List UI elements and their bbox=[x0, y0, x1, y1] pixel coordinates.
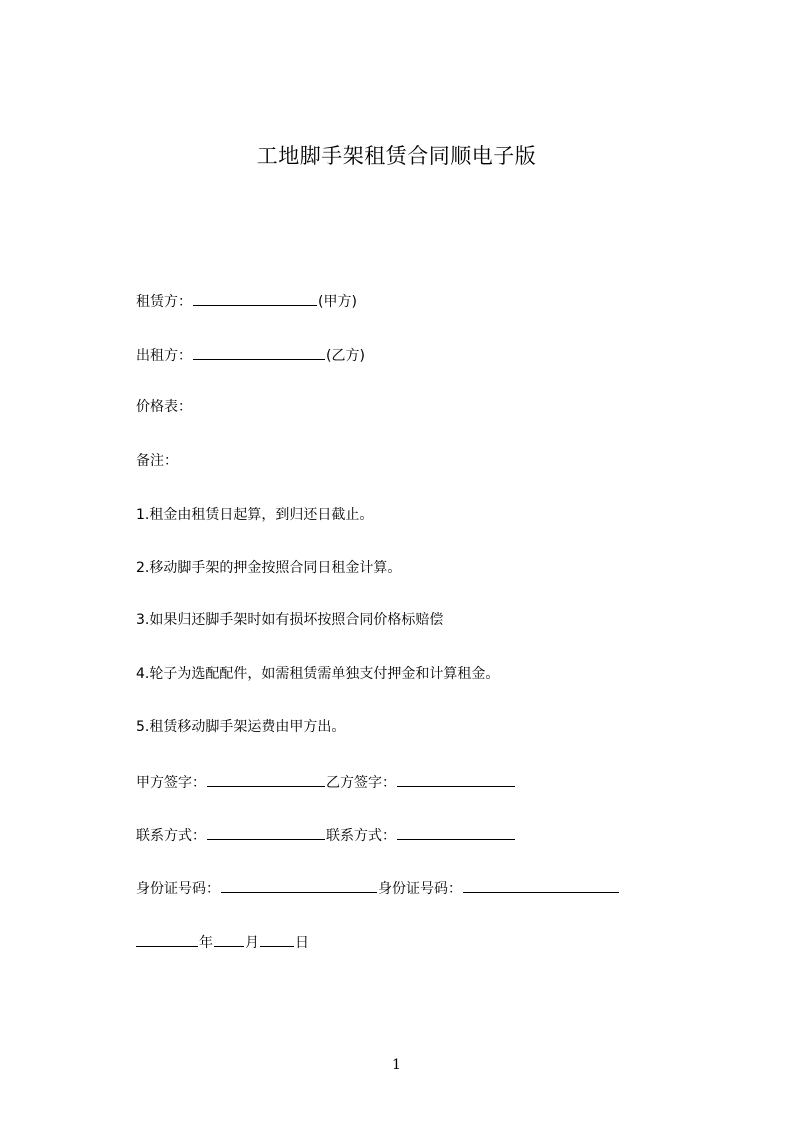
note-item-4: 4.轮子为选配配件，如需租赁需单独支付押金和计算租金。 bbox=[136, 666, 500, 682]
signature-line bbox=[136, 771, 516, 793]
id-number-line bbox=[136, 877, 620, 899]
contact-blank-a bbox=[207, 824, 325, 840]
note-item-3: 3.如果归还脚手架时如有损坏按照合同价格标赔偿 bbox=[136, 612, 444, 628]
lessor-label: 出租方： bbox=[136, 348, 192, 364]
lessor-blank bbox=[193, 344, 325, 360]
lessee-blank bbox=[193, 290, 317, 306]
id-number-blank-b bbox=[463, 877, 619, 893]
lessee-label: 租赁方： bbox=[136, 294, 192, 310]
lessor-suffix: (乙方) bbox=[326, 348, 365, 364]
contact-line bbox=[136, 824, 516, 846]
lessee-line bbox=[136, 290, 357, 312]
date-month-label: 月 bbox=[245, 935, 259, 951]
lessor-line bbox=[136, 344, 365, 366]
contact-blank-b bbox=[397, 824, 515, 840]
date-line bbox=[136, 931, 309, 953]
contact-label-b: 联系方式： bbox=[326, 828, 396, 844]
note-item-2: 2.移动脚手架的押金按照合同日租金计算。 bbox=[136, 560, 402, 576]
date-day-blank bbox=[260, 931, 294, 947]
id-number-label-b: 身份证号码： bbox=[378, 881, 462, 897]
lessee-suffix: (甲方) bbox=[318, 294, 357, 310]
note-item-1: 1.租金由租赁日起算，到归还日截止。 bbox=[136, 507, 374, 523]
document-title: 工地脚手架租赁合同顺电子版 bbox=[256, 144, 537, 168]
contact-label-a: 联系方式： bbox=[136, 828, 206, 844]
page-number: 1 bbox=[392, 1057, 401, 1073]
price-table-label: 价格表： bbox=[136, 399, 192, 415]
party-a-signature-blank bbox=[207, 771, 325, 787]
date-day-label: 日 bbox=[295, 935, 309, 951]
date-month-blank bbox=[214, 931, 244, 947]
id-number-label-a: 身份证号码： bbox=[136, 881, 220, 897]
notes-label: 备注： bbox=[136, 453, 178, 469]
party-b-signature-blank bbox=[397, 771, 515, 787]
party-a-signature-label: 甲方签字： bbox=[136, 775, 206, 791]
date-year-label: 年 bbox=[199, 935, 213, 951]
party-b-signature-label: 乙方签字： bbox=[326, 775, 396, 791]
id-number-blank-a bbox=[221, 877, 377, 893]
date-year-blank bbox=[136, 931, 198, 947]
note-item-5: 5.租赁移动脚手架运费由甲方出。 bbox=[136, 719, 346, 735]
